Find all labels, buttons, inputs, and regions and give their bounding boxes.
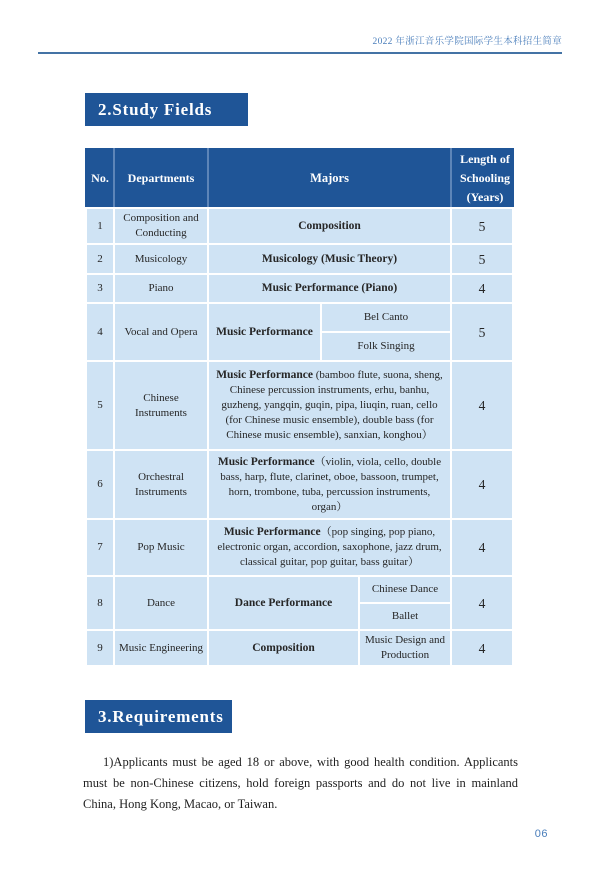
- cell-major: Composition: [208, 630, 359, 666]
- cell-department: Chinese Instruments: [114, 361, 208, 450]
- cell-length: 4: [451, 630, 513, 666]
- cell-major: Musicology (Music Theory): [208, 244, 451, 274]
- table-row: [86, 519, 513, 576]
- cell-sub-major: Music Design and Production: [359, 630, 451, 666]
- cell-length: 4: [451, 576, 513, 630]
- cell-no: 9: [86, 630, 114, 666]
- cell-major: Music Performance: [208, 303, 321, 361]
- cell-department: Orchestral Instruments: [114, 450, 208, 519]
- table-header-row: [86, 149, 513, 208]
- cell-sub-major: Chinese Dance: [359, 576, 451, 603]
- section-title-study-fields: 2.Study Fields: [85, 93, 248, 126]
- cell-major-rest: （pop singing, pop piano, electronic organ, accordion, saxophone, jazz drum, classical guitar, pop guitar, bass guitar）: [217, 526, 442, 568]
- cell-length: 4: [451, 450, 513, 519]
- cell-no: 2: [86, 244, 114, 274]
- cell-length: 5: [451, 208, 513, 244]
- page-number: 06: [534, 828, 548, 840]
- cell-no: 6: [86, 450, 114, 519]
- cell-department: Musicology: [114, 244, 208, 274]
- cell-major: Dance Performance: [208, 576, 359, 630]
- cell-no: 4: [86, 303, 114, 361]
- cell-department: Pop Music: [114, 519, 208, 576]
- cell-major: Composition: [208, 208, 451, 244]
- table-row: [86, 244, 513, 274]
- cell-major-rest: (bamboo flute, suona, sheng, Chinese percussion instruments, erhu, banhu, guzheng, yangqin, guqin, pipa, liuqin, ruan, cello (for Chinese music ensemble), double bass (for Chinese music ensemble), sanxian, konghou）: [221, 369, 443, 441]
- cell-department: Piano: [114, 274, 208, 303]
- cell-no: 5: [86, 361, 114, 450]
- cell-major: [208, 361, 451, 450]
- cell-department: Vocal and Opera: [114, 303, 208, 361]
- table-row: [86, 630, 513, 666]
- col-header-length: Length of Schooling (Years): [451, 149, 513, 208]
- cell-major: [208, 519, 451, 576]
- cell-sub-major: Folk Singing: [321, 332, 451, 361]
- cell-major: Music Performance (Piano): [208, 274, 451, 303]
- cell-major: [208, 450, 451, 519]
- cell-length: 4: [451, 519, 513, 576]
- table-row: [86, 450, 513, 519]
- cell-major-bold: Music Performance: [216, 369, 313, 381]
- cell-no: 3: [86, 274, 114, 303]
- section-title-requirements: 3.Requirements: [85, 700, 232, 733]
- cell-no: 1: [86, 208, 114, 244]
- cell-department: Dance: [114, 576, 208, 630]
- cell-department: Composition and Conducting: [114, 208, 208, 244]
- doc-header-title: 2022 年浙江音乐学院国际学生本科招生简章: [372, 37, 562, 47]
- cell-length: 4: [451, 274, 513, 303]
- cell-sub-major: Bel Canto: [321, 303, 451, 332]
- cell-major-rest: （violin, viola, cello, double bass, harp, flute, clarinet, oboe, bassoon, trumpet, horn, trombone, tuba, percussion instruments, organ）: [220, 455, 442, 513]
- cell-no: 8: [86, 576, 114, 630]
- study-fields-table: [85, 148, 514, 667]
- table-row: [86, 208, 513, 244]
- requirements-paragraph: 1)Applicants must be aged 18 or above, with good health condition. Applicants must be non-Chinese citizens, hold foreign passports and do not live in mainland China, Hong Kong, Macao, or Taiwan.: [83, 755, 518, 811]
- cell-sub-major: Ballet: [359, 603, 451, 630]
- table-row: [86, 361, 513, 450]
- cell-major-bold: Music Performance: [217, 455, 315, 468]
- cell-length: 4: [451, 361, 513, 450]
- cell-length: 5: [451, 303, 513, 361]
- cell-no: 7: [86, 519, 114, 576]
- col-header-departments: Departments: [114, 149, 208, 208]
- cell-department: Music Engineering: [114, 630, 208, 666]
- table-row: [86, 303, 513, 332]
- col-header-majors: Majors: [208, 149, 451, 208]
- cell-major-bold: Music Performance: [223, 526, 321, 538]
- table-row: [86, 274, 513, 303]
- header-rule: [38, 52, 562, 54]
- col-header-no: No.: [86, 149, 114, 208]
- cell-length: 5: [451, 244, 513, 274]
- table-row: [86, 576, 513, 603]
